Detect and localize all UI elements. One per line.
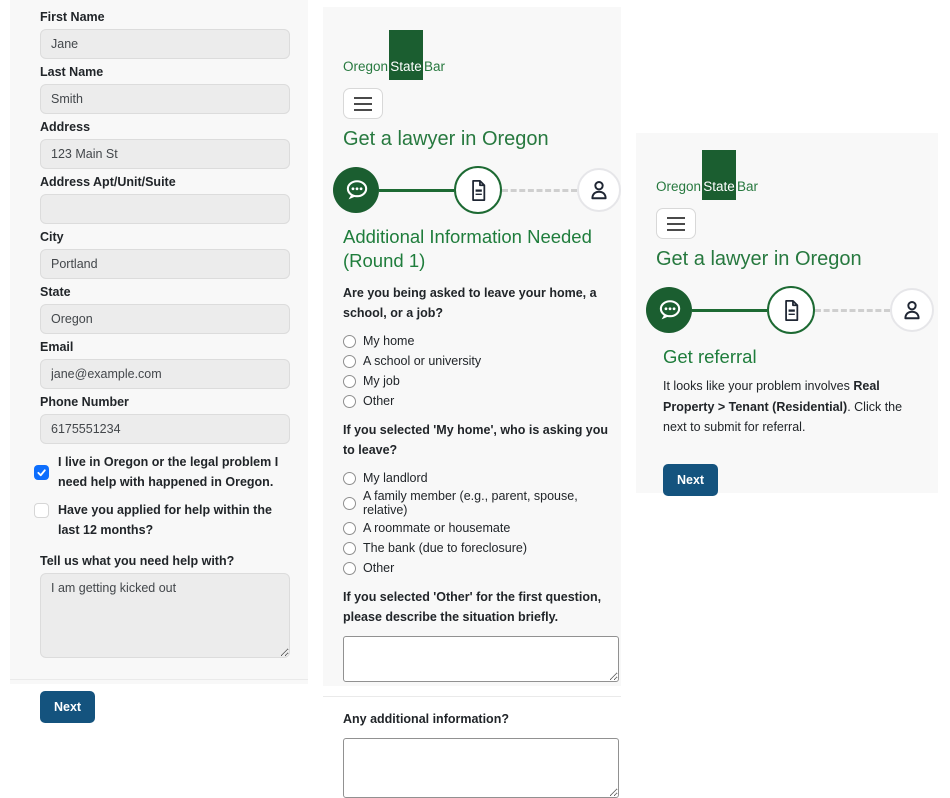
oregon-state-bar-logo (343, 30, 618, 80)
q2-option-roommate[interactable] (343, 519, 618, 537)
additional-info-heading: Additional Information Needed (Round 1) (343, 226, 592, 272)
section-divider (323, 696, 621, 697)
question-2-label: If you selected 'My home', who is asking you to leave? (343, 423, 609, 458)
stepper-connector-complete (692, 309, 767, 312)
logo-state-box: State (389, 30, 423, 80)
address-apt-label: Address Apt/Unit/Suite (40, 175, 176, 189)
question-3-label: If you selected 'Other' for the first question, please describe the situation briefly. (343, 590, 602, 625)
radio-icon[interactable] (343, 335, 356, 348)
step-referral-upcoming (890, 288, 934, 332)
chat-dots-icon (343, 177, 370, 204)
person-icon (586, 177, 612, 203)
address-input[interactable] (40, 139, 290, 169)
state-label: State (40, 285, 71, 299)
radio-icon[interactable] (343, 395, 356, 408)
step-form-current (454, 166, 502, 214)
phone-label: Phone Number (40, 395, 129, 409)
section-divider (10, 679, 308, 680)
referral-body-text (663, 376, 921, 438)
referral-category: Real Property > Tenant (Residential) (663, 379, 880, 414)
last-name-input[interactable] (40, 84, 290, 114)
address-label: Address (40, 120, 91, 134)
additional-info-textarea[interactable] (343, 738, 619, 798)
checkmark-icon (36, 467, 47, 478)
state-input[interactable] (40, 304, 290, 334)
email-label: Email (40, 340, 74, 354)
q2-option-bank[interactable] (343, 539, 618, 557)
additional-info-panel (323, 7, 621, 727)
city-label: City (40, 230, 64, 244)
radio-option-label: The bank (due to foreclosure) (363, 541, 527, 556)
referral-text-prefix: It looks like your problem involves (663, 379, 854, 394)
radio-option-label: A roommate or housemate (363, 521, 511, 536)
unchecked-checkbox-icon[interactable] (34, 503, 49, 518)
referral-next-button[interactable]: Next (663, 464, 718, 496)
file-text-icon (779, 298, 804, 323)
applied-before-checkbox-label: Have you applied for help within the last 12 months? (58, 503, 272, 537)
question-1-label: Are you being asked to leave your home, a school, or a job? (343, 286, 597, 321)
referral-text-suffix: . Click the next to submit for referral. (663, 399, 903, 435)
intake-form-panel (10, 0, 308, 714)
oregon-resident-checkbox-row[interactable] (34, 452, 290, 492)
phone-input[interactable] (40, 414, 290, 444)
file-text-icon (466, 178, 491, 203)
logo-word-bar: Bar (737, 179, 759, 194)
stepper-connector-upcoming (815, 309, 890, 312)
page-title: Get a lawyer in Oregon (656, 248, 862, 270)
oregon-state-bar-logo (656, 150, 935, 200)
progress-stepper (646, 285, 934, 335)
person-icon (899, 297, 925, 323)
radio-option-label: Other (363, 561, 395, 576)
radio-icon[interactable] (343, 355, 356, 368)
step-questions-complete (646, 287, 692, 333)
question-4-label: Any additional information? (343, 712, 509, 727)
help-needed-label: Tell us what you need help with? (40, 554, 235, 568)
radio-option-label: A family member (e.g., parent, spouse, relative) (363, 489, 578, 518)
radio-icon[interactable] (343, 522, 356, 535)
radio-option-label: My landlord (363, 471, 428, 486)
q2-option-family-member[interactable] (343, 489, 618, 517)
q1-option-other[interactable] (343, 392, 618, 410)
oregon-resident-checkbox-label: I live in Oregon or the legal problem I need help with happened in Oregon. (58, 455, 279, 489)
logo-word-bar: Bar (424, 59, 446, 74)
other-description-textarea[interactable] (343, 636, 619, 682)
radio-option-label: My job (363, 374, 400, 389)
radio-option-label: My home (363, 334, 415, 349)
page-title: Get a lawyer in Oregon (343, 128, 549, 150)
stepper-connector-complete (379, 189, 454, 192)
radio-icon[interactable] (343, 562, 356, 575)
menu-toggle-button[interactable] (656, 208, 696, 239)
hamburger-icon (667, 217, 685, 219)
q2-option-landlord[interactable] (343, 469, 618, 487)
logo-word-oregon: Oregon (656, 179, 702, 194)
first-name-label: First Name (40, 10, 105, 24)
chat-dots-icon (656, 297, 683, 324)
q1-option-my-job[interactable] (343, 372, 618, 390)
last-name-label: Last Name (40, 65, 104, 79)
city-input[interactable] (40, 249, 290, 279)
radio-icon[interactable] (343, 542, 356, 555)
logo-state-box: State (702, 150, 736, 200)
q1-option-school[interactable] (343, 352, 618, 370)
radio-icon[interactable] (343, 375, 356, 388)
intake-next-button[interactable]: Next (40, 691, 95, 723)
stepper-connector-upcoming (502, 189, 577, 192)
q1-option-my-home[interactable] (343, 332, 618, 350)
checked-checkbox-icon[interactable] (34, 465, 49, 480)
applied-before-checkbox-row[interactable] (34, 500, 290, 540)
radio-option-label: A school or university (363, 354, 482, 369)
q2-option-other[interactable] (343, 559, 618, 577)
get-referral-heading: Get referral (663, 346, 757, 367)
progress-stepper (333, 165, 621, 215)
menu-toggle-button[interactable] (343, 88, 383, 119)
email-input[interactable] (40, 359, 290, 389)
step-referral-upcoming (577, 168, 621, 212)
get-referral-panel (636, 133, 938, 493)
radio-icon[interactable] (343, 472, 356, 485)
step-form-current (767, 286, 815, 334)
radio-icon[interactable] (343, 497, 356, 510)
address-apt-input[interactable] (40, 194, 290, 224)
hamburger-icon (354, 97, 372, 99)
first-name-input[interactable] (40, 29, 290, 59)
step-questions-complete (333, 167, 379, 213)
logo-word-oregon: Oregon (343, 59, 389, 74)
help-needed-textarea[interactable] (40, 573, 290, 658)
radio-option-label: Other (363, 394, 395, 409)
